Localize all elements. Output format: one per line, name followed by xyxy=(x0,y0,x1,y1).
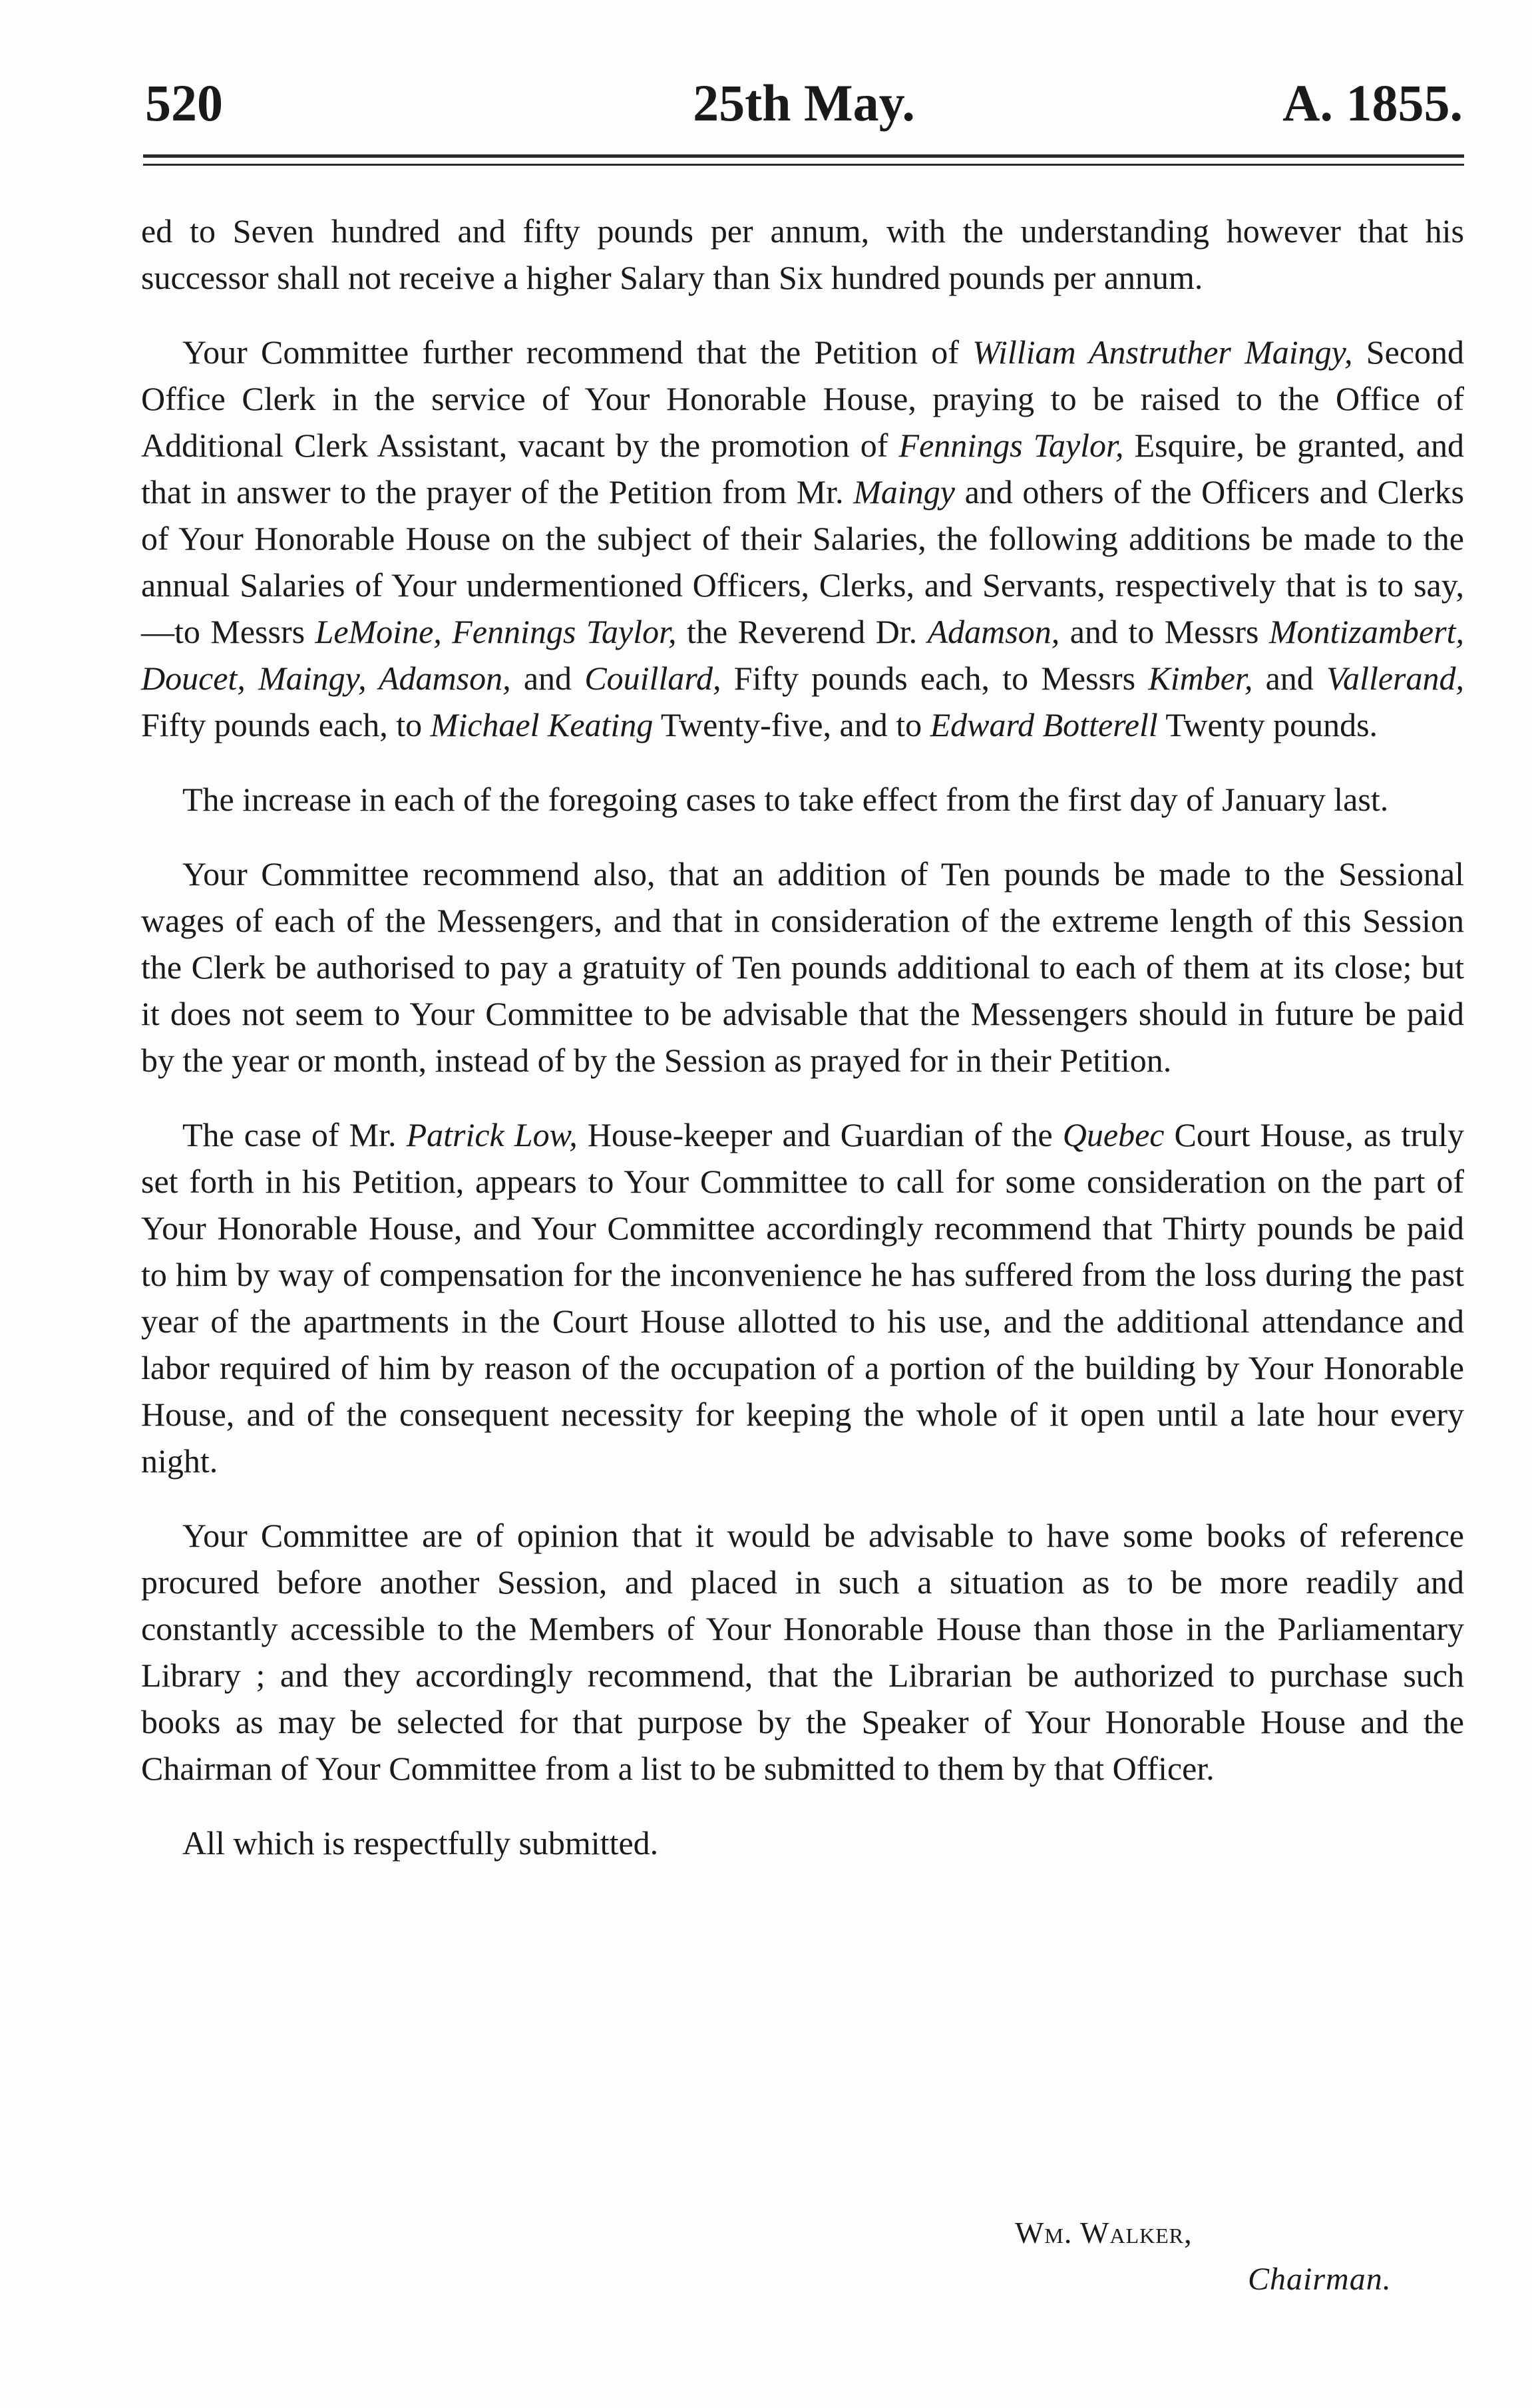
paragraph xyxy=(141,1111,1464,1484)
text-run: Esquire, be granted, and that in answer to the prayer of the Petition from Mr. xyxy=(141,427,1465,510)
italic-name: Kimber, xyxy=(1148,660,1253,697)
text-run: and xyxy=(510,660,585,697)
italic-name: Adamson, xyxy=(927,613,1060,650)
paragraph xyxy=(141,851,1464,1084)
italic-name: Couillard, xyxy=(584,660,721,697)
text-run: All which is respectfully submitted. xyxy=(182,1824,659,1862)
text-run: Court House, as truly set forth in his Petition, appears to Your Committee to call for some consideration on the part of Your Honorable House, and Your Committee accordingly recommend that Thirty pounds be paid to him by way of compensation for the inconvenience he has suffered from the loss during the past year of the apartments in the Court House allotted to his use, and the additional attendance and labor required of him by reason of the occupation of a portion of the building by Your Honorable House, and of the consequent necessity for keeping the whole of it open until a late hour every night. xyxy=(141,1116,1464,1480)
italic-name: Vallerand, xyxy=(1326,660,1464,697)
italic-name: William Anstruther Maingy, xyxy=(972,333,1353,371)
signatory-title: Chairman. xyxy=(1248,2262,1392,2297)
text-run: Your Committee recommend also, that an addition of Ten pounds be made to the Sessional wages of each of the Messengers, and that in consideration of the extreme length of this Session the Clerk be authorised to pay a gratuity of Ten pounds additional to each of them at its close; but it does not seem to Your Committee to be advisable that the Messengers should in future be paid by the year or month, instead of by the Session as prayed for in their Petition. xyxy=(141,855,1464,1079)
italic-name: Montizambert, Doucet, Maingy, Adamson, xyxy=(141,613,1464,697)
text-run: Fifty pounds each, to Messrs xyxy=(721,660,1149,697)
italic-name: Fennings Taylor, xyxy=(898,427,1124,464)
signature-block xyxy=(1015,2210,1392,2303)
italic-name: Quebec xyxy=(1062,1116,1165,1153)
text-run: Your Committee further recommend that the Petition of xyxy=(182,333,973,371)
text-run: and to Messrs xyxy=(1059,613,1269,650)
text-run: and others of the Officers and Clerks of Your Honorable House on the subject of their Salaries, the following additions be made to the annual Salaries of Your undermentioned Officers, Clerks, and Servants, respectively that is to say,—to Messrs xyxy=(141,473,1464,650)
text-run: The case of Mr. xyxy=(182,1116,407,1153)
italic-name: Patrick Low, xyxy=(406,1116,578,1153)
header-year: A. 1855. xyxy=(1282,74,1463,132)
text-run: Fifty pounds each, to xyxy=(141,706,431,743)
text-run: ed to Seven hundred and fifty pounds per annum, with the understanding however that his successor shall not receive a higher Salary than Six hundred pounds per annum. xyxy=(141,212,1464,296)
text-run: the Reverend Dr. xyxy=(676,613,928,650)
page-number: 520 xyxy=(145,74,223,132)
header-rule-thin xyxy=(143,164,1464,166)
text-run: Twenty-five, and to xyxy=(653,706,930,743)
report-body xyxy=(141,208,1464,1880)
text-run: House-keeper and Guardian of the xyxy=(577,1116,1063,1153)
text-run: and xyxy=(1252,660,1327,697)
italic-name: Maingy xyxy=(853,473,955,510)
paragraph xyxy=(141,1512,1464,1792)
paragraph xyxy=(141,329,1464,748)
signatory-name: Wm. Walker, xyxy=(1015,2216,1193,2250)
italic-name: Edward Botterell xyxy=(930,706,1158,743)
text-run: Twenty pounds. xyxy=(1157,706,1378,743)
header-date: 25th May. xyxy=(693,74,915,132)
paragraph xyxy=(141,776,1464,823)
italic-name: Michael Keating xyxy=(430,706,654,743)
paragraph xyxy=(141,1820,1464,1866)
paragraph xyxy=(141,208,1464,301)
italic-name: LeMoine, Fennings Taylor, xyxy=(315,613,677,650)
page-header xyxy=(145,67,1463,140)
header-rule-thick xyxy=(143,154,1464,158)
text-run: Second Office Clerk in the service of Your Honorable House, praying to be raised to the Office of Additional Clerk Assistant, vacant by the promotion of xyxy=(141,333,1464,464)
text-run: The increase in each of the foregoing cases to take effect from the first day of January last. xyxy=(182,781,1389,818)
text-run: Your Committee are of opinion that it would be advisable to have some books of reference procured before another Session, and placed in such a situation as to be more readily and constantly accessible to the Members of Your Honorable House than those in the Parliamentary Library ; and they accordingly recommend, that the Librarian be authorized to purchase such books as may be selected for that purpose by the Speaker of Your Honorable House and the Chairman of Your Committee from a list to be submitted to them by that Officer. xyxy=(141,1517,1464,1787)
